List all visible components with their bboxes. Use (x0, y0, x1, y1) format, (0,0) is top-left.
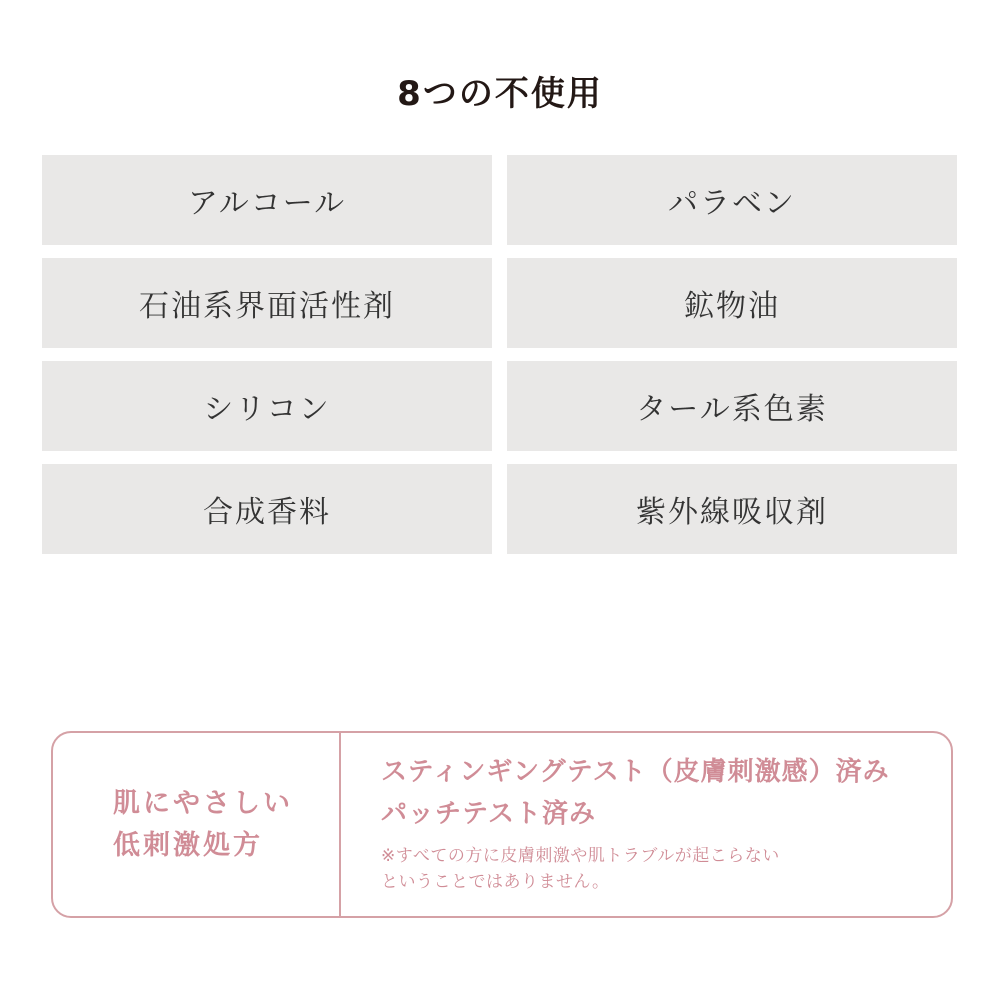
ingredient-cell: タール系色素 (507, 361, 957, 451)
ingredient-cell: シリコン (42, 361, 492, 451)
disclaimer-line: ※すべての方に皮膚刺激や肌トラブルが起こらない (381, 846, 780, 866)
ingredient-cell: パラベン (507, 155, 957, 245)
ingredient-cell: 石油系界面活性剤 (42, 258, 492, 348)
feature-heading-line: 肌にやさしい (113, 787, 293, 819)
page-title: 8つの不使用 (397, 74, 603, 114)
ingredient-grid (42, 155, 957, 554)
feature-box (51, 731, 953, 918)
ingredient-cell: アルコール (42, 155, 492, 245)
feature-heading (53, 733, 341, 916)
feature-heading-line: 低刺激処方 (113, 829, 263, 861)
test-label: パッチテスト済み (381, 799, 596, 829)
disclaimer-line: ということではありません。 (381, 872, 610, 892)
ingredient-cell: 紫外線吸収剤 (507, 464, 957, 554)
ingredient-cell: 鉱物油 (507, 258, 957, 348)
test-label: スティンギングテスト（皮膚刺激感）済み (381, 757, 890, 787)
disclaimer-note (381, 843, 951, 895)
feature-details (341, 733, 951, 916)
ingredient-cell: 合成香料 (42, 464, 492, 554)
